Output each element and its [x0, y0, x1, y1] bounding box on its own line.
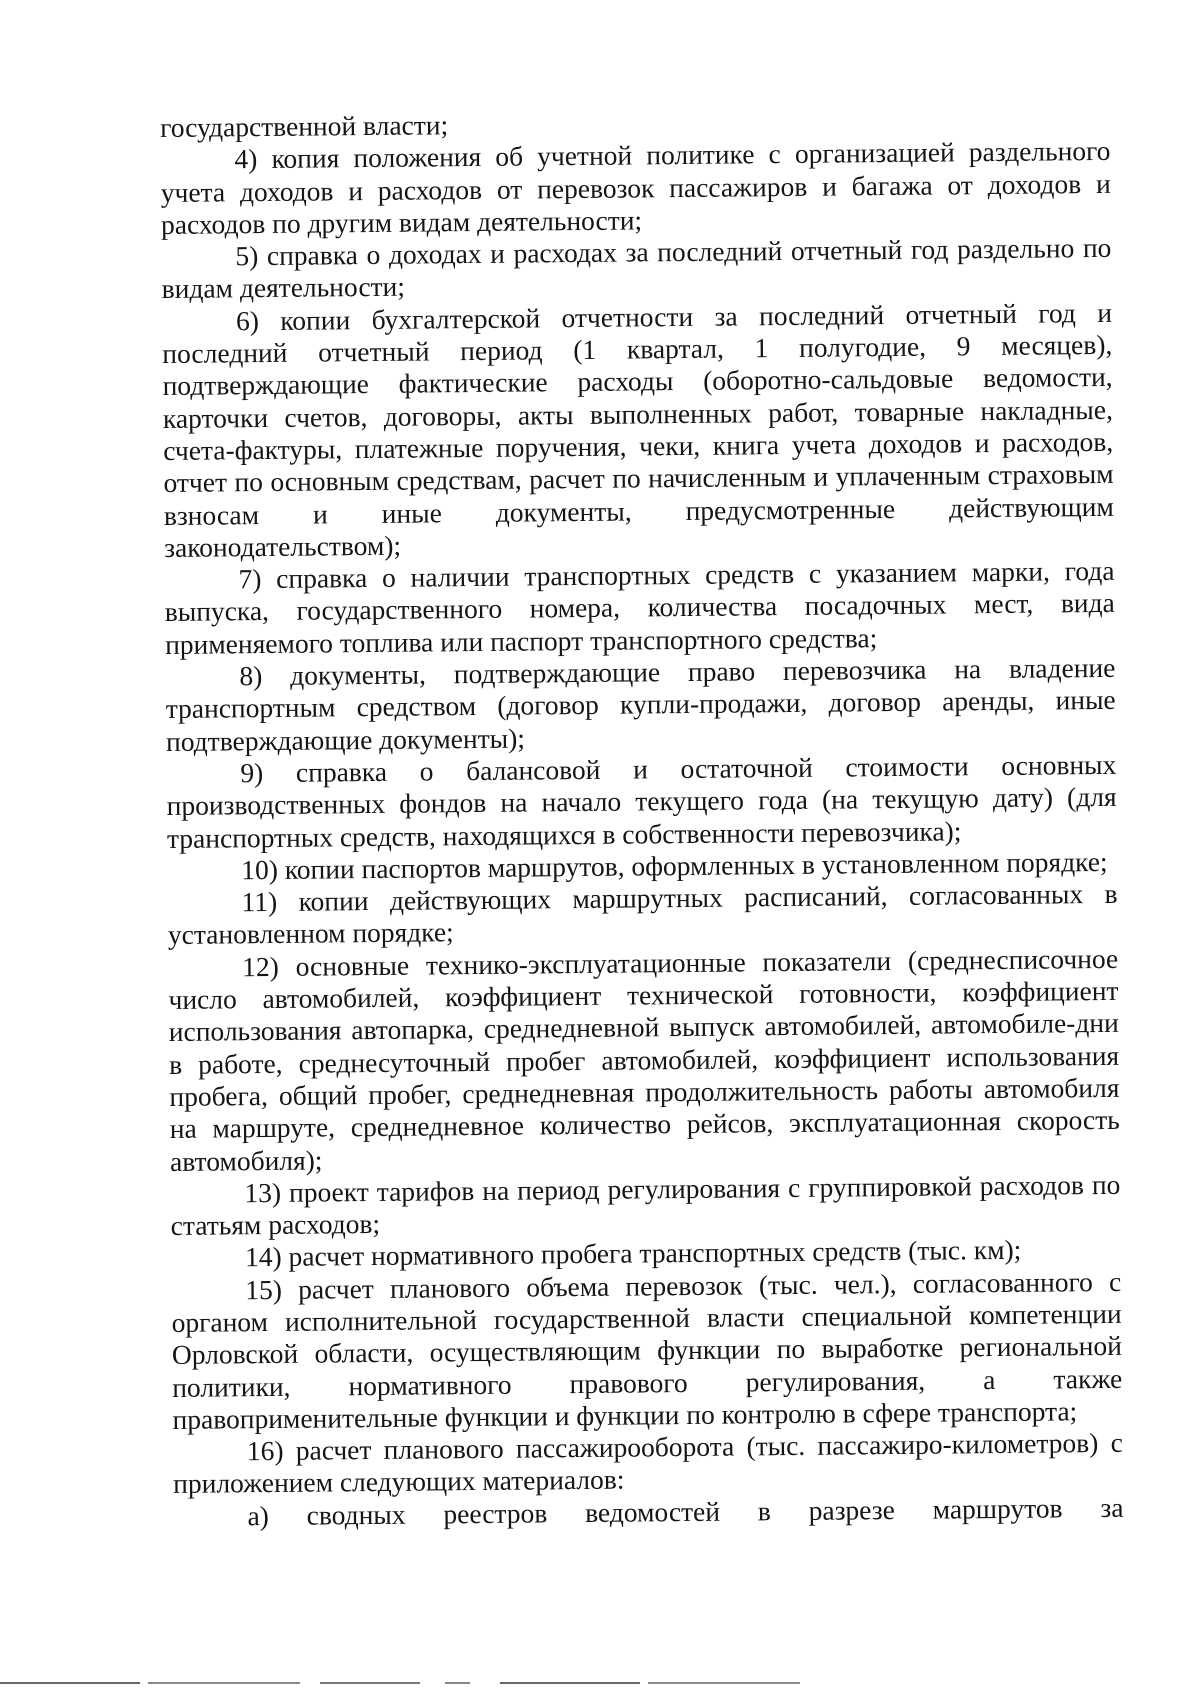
paragraph-item-13: 13) проект тарифов на период регулирования с группировкой расходов по статьям расходов; — [170, 1168, 1121, 1242]
paragraph-subitem-a: а) сводных реестров ведомостей в разрезе маршрутов за — [247, 1491, 1124, 1531]
paragraph-item-8: 8) документы, подтверждающие право перевозчика на владение транспортным средством (договор купли-продажи, договор аренды, иные подтверждающие документы); — [165, 651, 1116, 757]
paragraph-item-10: 10) копии паспортов маршрутов, оформленных в установленном порядке; — [241, 845, 1108, 886]
paragraph-item-16: 16) расчет планового пассажирооборота (тыс. пассажиро-километров) с приложением следующих материалов: — [173, 1426, 1123, 1500]
paragraph-item-4: 4) копия положения об учетной политике с организацией раздельного учета доходов и расходов от перевозок пассажиров и багажа от доходов и расходов по другим видам деятельности; — [160, 135, 1111, 240]
paragraph-item-9: 9) справка о балансовой и остаточной стоимости основных производственных фондов на начало текущего года (на текущую дату) (для транспортных средств, находящихся в собственности перевозчика); — [166, 748, 1117, 854]
paragraph-item-6: 6) копии бухгалтерской отчетности за последний отчетный год и последний отчетный период (1 квартал, 1 полугодие, 9 месяцев), подтверждающие фактические расходы (оборотно-сальдовые ведомости, карточки счетов, договоры, акты выполненных работ, товарные накладные, счета-фактуры, платежные поручения, чеки, книга учета доходов и расходов, отчет по основным средствам, расчет по начисленным и уплаченным страховым взносам и иные документы, предусмотренные действующим законодательством); — [162, 296, 1114, 563]
paragraph-item-14: 14) расчет нормативного пробега транспортных средств (тыс. км); — [244, 1234, 1022, 1273]
document-body — [160, 103, 1124, 1533]
paragraph-item-15: 15) расчет планового объема перевозок (тыс. чел.), согласованного с органом исполнительной государственной власти специальной компетенции Орловской области, осуществляющим функции по выработке региональной политики, нормативного правового регулирования, а также правоприменительные функции и функции по контролю в сфере транспорта; — [171, 1265, 1123, 1435]
paragraph-continuation: государственной власти; — [160, 109, 449, 143]
paragraph-item-12: 12) основные технико-эксплуатационные показатели (среднесписочное число автомобилей, коэффициент технической готовности, коэффициент использования автопарка, среднедневной выпуск автомобилей, автомобиле-дни в работе, среднесуточный пробег автомобилей, коэффициент использования пробега, общий пробег, среднедневная продолжительность работы автомобиля на маршруте, среднедневное количество рейсов, эксплуатационная скорость автомобиля); — [168, 942, 1120, 1177]
paragraph-item-11: 11) копии действующих маршрутных расписаний, согласованных в установленном порядке; — [167, 877, 1118, 951]
paragraph-item-5: 5) справка о доходах и расходах за последний отчетный год раздельно по видам деятельности; — [161, 232, 1112, 305]
paragraph-item-7: 7) справка о наличии транспортных средств с указанием марки, года выпуска, государственного номера, количества посадочных мест, вида применяемого топлива или паспорт транспортного средства; — [164, 555, 1115, 660]
scan-edge-line — [0, 1682, 800, 1684]
